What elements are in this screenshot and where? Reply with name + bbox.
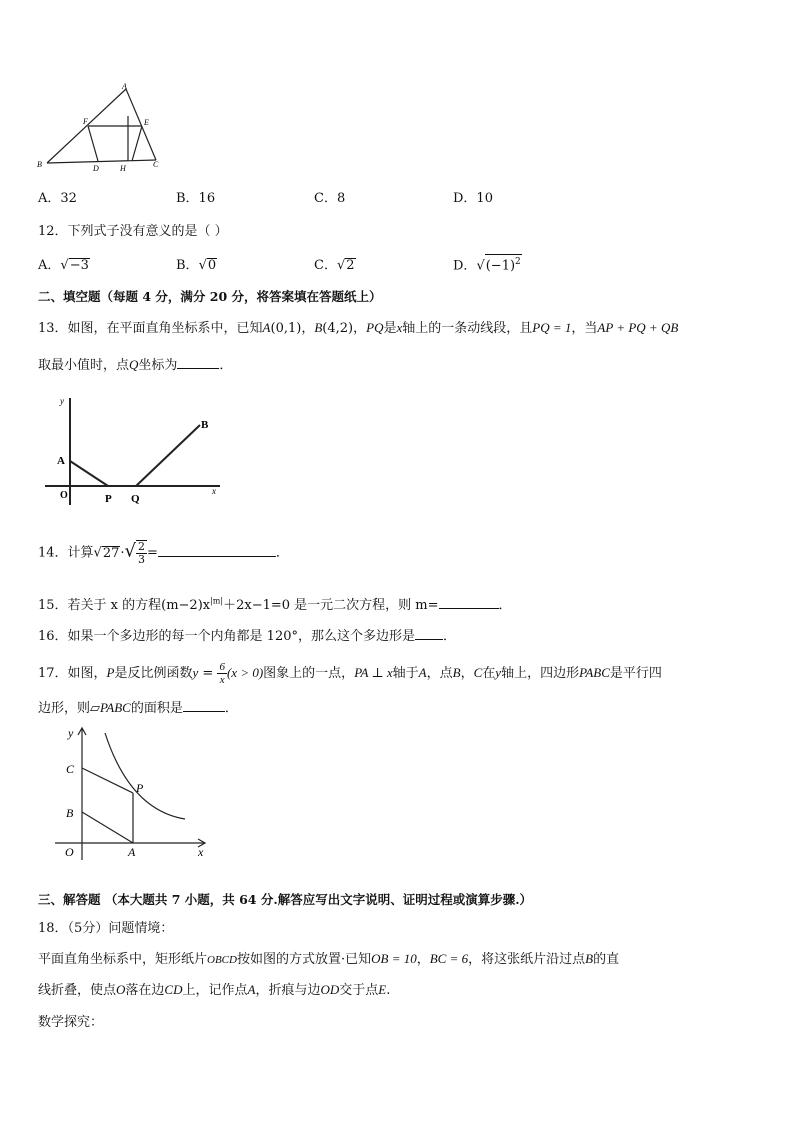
q15-end: ． bbox=[498, 598, 512, 613]
q11-label-h: H bbox=[120, 164, 126, 173]
q12-option-d[interactable] bbox=[453, 254, 522, 273]
q13-point-a: A bbox=[262, 320, 271, 335]
q12-option-b-radicand: 0 bbox=[207, 258, 217, 273]
q13-figure bbox=[40, 390, 225, 510]
q17-text: ， bbox=[460, 666, 474, 681]
q13-text: 是 bbox=[383, 321, 397, 336]
sqrt-icon: √ bbox=[336, 258, 346, 273]
q15-answer-blank[interactable] bbox=[439, 596, 499, 609]
q15 bbox=[38, 594, 512, 613]
q13-text: 坐标为 bbox=[138, 358, 178, 373]
q15-exponent: |m| bbox=[210, 596, 224, 606]
q11-label-c: C bbox=[153, 160, 159, 169]
q18-text: . bbox=[386, 983, 391, 998]
q14-fraction bbox=[136, 540, 147, 566]
q16-end: ． bbox=[443, 629, 457, 644]
q13-segment-pq: PQ bbox=[366, 320, 384, 335]
q11-label-d: D bbox=[93, 164, 99, 173]
q11-label-b: B bbox=[37, 160, 42, 169]
q14-radicand-1: 27 bbox=[102, 545, 120, 561]
q12-option-b-label: B． bbox=[176, 258, 199, 273]
sqrt-icon: √ bbox=[198, 258, 207, 273]
q17-label-x: x bbox=[198, 845, 204, 859]
q13-text: ， bbox=[353, 321, 367, 336]
q18-cd: CD bbox=[164, 982, 183, 997]
q17-text: 是平行四 bbox=[609, 666, 662, 681]
q12-option-c-label: C． bbox=[314, 258, 337, 273]
q12-option-d-radicand bbox=[485, 254, 522, 273]
q17-text: 轴于 bbox=[392, 666, 419, 681]
q13-label-o: O bbox=[60, 490, 68, 501]
q11-label-f: F bbox=[83, 117, 88, 126]
q18-point-o: O bbox=[116, 982, 126, 997]
q14-numerator: 2 bbox=[138, 540, 146, 553]
q18-text: 按如图的方式放置·已知 bbox=[236, 952, 372, 967]
q12-option-a[interactable] bbox=[38, 254, 90, 273]
q17-point-p: P bbox=[106, 665, 115, 680]
sqrt-icon: √ bbox=[60, 258, 69, 273]
q13-a-coord: (0,1) bbox=[270, 321, 302, 336]
q12-stem: 12．下列式子没有意义的是（ ） bbox=[38, 224, 228, 239]
q14-dot: · bbox=[120, 545, 125, 561]
q18-text: ，折痕与边 bbox=[255, 983, 321, 998]
q13-line2 bbox=[38, 354, 232, 373]
q13-label-y: y bbox=[60, 396, 64, 406]
q18-title: 18．（5分）问题情境： bbox=[38, 921, 174, 936]
q18-od: OD bbox=[320, 982, 340, 997]
q17-fraction bbox=[217, 661, 227, 686]
q18-text: ， bbox=[416, 952, 430, 967]
q17-point-b: B bbox=[452, 665, 461, 680]
q17-end: ． bbox=[224, 701, 238, 716]
q18-point-b: B bbox=[585, 951, 594, 966]
q18-text: 的直 bbox=[593, 952, 620, 967]
q14-end: ． bbox=[275, 545, 289, 561]
q11-option-c[interactable]: C．8 bbox=[314, 191, 346, 206]
q17-label-c: C bbox=[66, 762, 75, 776]
q17-label-y: y bbox=[68, 726, 74, 740]
q15-prefix: 15．若关于 x 的方程(m−2)x bbox=[38, 598, 211, 613]
q17-text: 的面积是 bbox=[130, 701, 183, 716]
q13-end: ． bbox=[219, 358, 233, 373]
q13-label-a: A bbox=[57, 455, 65, 467]
q13-text: 13．如图，在平面直角坐标系中，已知 bbox=[38, 321, 263, 336]
q12-option-b[interactable] bbox=[176, 254, 217, 273]
q16-answer-blank[interactable] bbox=[415, 627, 443, 640]
q11-figure bbox=[36, 80, 171, 175]
q13-label-x: x bbox=[212, 486, 216, 496]
q14-denominator: 3 bbox=[138, 553, 146, 566]
q13-expression: AP + PQ + QB bbox=[597, 320, 679, 335]
q18-text: 平面直角坐标系中，矩形纸片 bbox=[38, 952, 208, 967]
q17-point-c: C bbox=[473, 665, 483, 680]
q17-perp: PA ⊥ x bbox=[354, 665, 393, 680]
q18-explore: 数学探究： bbox=[38, 1015, 104, 1030]
q17-text: 轴上，四边形 bbox=[501, 666, 580, 681]
q17-text: 边形，则 bbox=[38, 701, 91, 716]
q13-line1 bbox=[38, 317, 678, 336]
q12-option-a-label: A． bbox=[38, 258, 61, 273]
q17-text: 在 bbox=[482, 666, 496, 681]
q13-answer-blank[interactable] bbox=[177, 356, 219, 369]
q12-option-c-radicand: 2 bbox=[346, 258, 355, 273]
q18-text: 上，记作点 bbox=[182, 983, 248, 998]
sqrt-icon: √ bbox=[124, 540, 137, 562]
q17-denominator: x bbox=[219, 674, 225, 686]
q12-option-c[interactable] bbox=[314, 254, 356, 273]
q11-option-d[interactable]: D．10 bbox=[453, 191, 493, 206]
q12-option-a-radicand: −3 bbox=[69, 258, 89, 273]
q11-option-a[interactable]: A．32 bbox=[38, 191, 77, 206]
q12-option-d-exponent: 2 bbox=[515, 257, 521, 267]
q16-text: 16．如果一个多边形的每一个内角都是 120°，那么这个多边形是 bbox=[38, 629, 415, 644]
q13-b-coord: (4,2) bbox=[322, 321, 354, 336]
q17-y-axis: y bbox=[495, 665, 502, 680]
q18-text: 线折叠，使点 bbox=[38, 983, 117, 998]
q11-option-b[interactable]: B．16 bbox=[176, 191, 216, 206]
q17-text: 是反比例函数 bbox=[114, 666, 193, 681]
q18-text: 落在边 bbox=[125, 983, 165, 998]
q13-sep: ， bbox=[301, 321, 315, 336]
q13-label-p: P bbox=[105, 493, 112, 505]
q13-text: 取最小值时，点 bbox=[38, 358, 130, 373]
q17-text: 17．如图， bbox=[38, 666, 107, 681]
q17-eq: = bbox=[198, 666, 218, 681]
q17-label-b: B bbox=[66, 806, 74, 820]
q17-parallelogram: ▱PABC bbox=[90, 700, 131, 715]
q17-text: ，点 bbox=[426, 666, 453, 681]
q18-point-a: A bbox=[247, 982, 256, 997]
q17-label-a: A bbox=[128, 845, 136, 859]
section3-title: 三、解答题 （本大题共 7 小题，共 64 分.解答应写出文字说明、证明过程或演算步骤.） bbox=[38, 892, 533, 907]
q17-figure bbox=[55, 725, 215, 865]
q12-option-d-label: D． bbox=[453, 258, 477, 274]
q18-bc: BC = 6 bbox=[429, 951, 469, 966]
q15-middle: ＋2x−1=0 是一元二次方程，则 m= bbox=[223, 598, 439, 613]
q13-text: ，当 bbox=[571, 321, 598, 336]
q14-prefix: 14．计算 bbox=[38, 545, 94, 561]
sqrt-icon: √ bbox=[93, 545, 102, 561]
q13-pq-eq: PQ = 1 bbox=[532, 320, 572, 335]
q17-condition: (x > 0) bbox=[226, 665, 264, 680]
q17-text: 图象上的一点， bbox=[263, 666, 355, 681]
q13-x-axis: x bbox=[396, 320, 403, 335]
q14 bbox=[38, 540, 289, 566]
q14-answer-blank[interactable] bbox=[158, 544, 276, 557]
q16 bbox=[38, 625, 456, 644]
q17-label-p: P bbox=[136, 781, 144, 795]
q17-y: y bbox=[192, 665, 199, 680]
q17-point-a: A bbox=[418, 665, 427, 680]
q12-option-d-base: (−1) bbox=[485, 258, 516, 274]
q18-line2 bbox=[38, 979, 390, 998]
q17-line2 bbox=[38, 697, 238, 716]
q14-eq: = bbox=[147, 545, 158, 561]
q13-point-b: B bbox=[314, 320, 323, 335]
q13-text: 轴上的一条动线段，且 bbox=[402, 321, 533, 336]
q17-line1 bbox=[38, 661, 662, 686]
q13-point-q: Q bbox=[129, 357, 139, 372]
q13-label-q: Q bbox=[131, 493, 140, 505]
q17-pabc: PABC bbox=[579, 665, 610, 680]
q18-text: ，将这张纸片沿过点 bbox=[468, 952, 586, 967]
q17-answer-blank[interactable] bbox=[183, 699, 225, 712]
q18-obcd: OBCD bbox=[207, 954, 237, 966]
q18-text: 交于点 bbox=[339, 983, 379, 998]
q18-line1 bbox=[38, 948, 619, 967]
sqrt-icon: √ bbox=[476, 258, 485, 274]
q13-label-b: B bbox=[201, 419, 209, 431]
q17-label-o: O bbox=[65, 845, 74, 859]
q17-numerator: 6 bbox=[219, 661, 225, 673]
section2-title: 二、填空题（每题 4 分，满分 20 分，将答案填在答题纸上） bbox=[38, 289, 382, 304]
q11-label-a: A bbox=[122, 82, 127, 91]
q11-label-e: E bbox=[144, 118, 149, 127]
q18-ob: OB = 10 bbox=[371, 951, 417, 966]
q18-point-e: E bbox=[378, 982, 387, 997]
